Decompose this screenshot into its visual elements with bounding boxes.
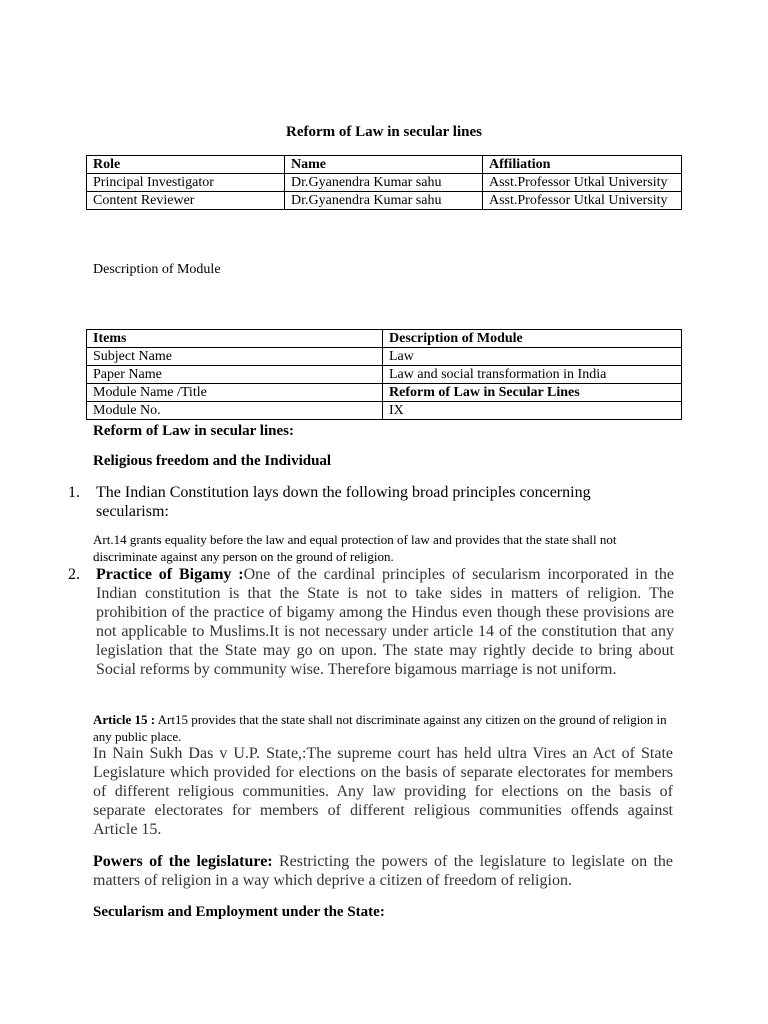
table-cell: Dr.Gyanendra Kumar sahu xyxy=(285,192,483,210)
table-cell: Asst.Professor Utkal University xyxy=(483,192,682,210)
table-row xyxy=(87,366,682,384)
page-title: Reform of Law in secular lines xyxy=(286,124,482,140)
table-cell: Content Reviewer xyxy=(87,192,285,210)
table-cell: Paper Name xyxy=(87,366,383,384)
art15-label: Article 15 : xyxy=(93,712,156,727)
table-row xyxy=(87,384,682,402)
list-item-number: 1. xyxy=(68,484,80,501)
table-cell: Module No. xyxy=(87,402,383,420)
powers-text: Restricting the powers of the legislature to legislate on the matters of religion in a way which deprive a citizen of freedom of religion. xyxy=(93,853,673,889)
section-heading: Reform of Law in secular lines: xyxy=(93,423,294,439)
table-header-cell: Affiliation xyxy=(483,156,682,174)
bigamy-text: One of the cardinal principles of secularism incorporated in the Indian constitution is that the State is not to take sides in matters of religion. The prohibition of the practice of bigamy among the Hindus even though these provisions are not applicable to Muslims.It is not necessary under article 14 of the constitution that any legislation that the State may go on upon. The state may rightly decide to bring about Social reforms by community wise. Therefore bigamous marriage is not uniform. xyxy=(96,566,674,678)
table-cell: Subject Name xyxy=(87,348,383,366)
paragraph-nain-sukh: In Nain Sukh Das v U.P. State,:The supreme court has held ultra Vires an Act of State Legislature which provided for elections on the basis of separate electorates for members of different religious communities. Any law providing for elections on the basis of separate electorates for members of different religious communities offends against Article 15. xyxy=(93,745,673,838)
employment-heading: Secularism and Employment under the State: xyxy=(93,904,385,920)
table-cell: Dr.Gyanendra Kumar sahu xyxy=(285,174,483,192)
table-header-cell: Role xyxy=(87,156,285,174)
table-cell: Law xyxy=(383,348,682,366)
table-cell: Reform of Law in Secular Lines xyxy=(383,384,682,402)
description-label: Description of Module xyxy=(93,262,221,277)
paragraph-art14: Art.14 grants equality before the law and equal protection of law and provides that the state shall not discriminate against any person on the ground of religion. xyxy=(93,532,617,564)
table-cell: Principal Investigator xyxy=(87,174,285,192)
table-header-cell: Items xyxy=(87,330,383,348)
table-cell: Law and social transformation in India xyxy=(383,366,682,384)
table-row xyxy=(87,174,682,192)
bigamy-label: Practice of Bigamy : xyxy=(96,566,244,583)
paragraph-art15 xyxy=(93,711,673,745)
table-cell: Asst.Professor Utkal University xyxy=(483,174,682,192)
roles-table xyxy=(86,155,682,210)
list-item-number: 2. xyxy=(68,566,80,583)
list-item xyxy=(68,565,678,679)
table-row xyxy=(87,348,682,366)
powers-label: Powers of the legislature: xyxy=(93,853,273,870)
table-header-cell: Name xyxy=(285,156,483,174)
table-header-cell: Description of Module xyxy=(383,330,682,348)
module-table xyxy=(86,329,682,420)
list-item xyxy=(68,483,678,521)
table-cell: Module Name /Title xyxy=(87,384,383,402)
list-item-text: The Indian Constitution lays down the following broad principles concerning secularism: xyxy=(96,484,591,520)
table-cell: IX xyxy=(383,402,682,420)
art15-text: Art15 provides that the state shall not discriminate against any citizen on the ground of religion in any public place. xyxy=(93,712,667,744)
table-header-row xyxy=(87,156,682,174)
table-row xyxy=(87,402,682,420)
subsection-heading: Religious freedom and the Individual xyxy=(93,453,332,469)
list-item-text xyxy=(96,565,674,679)
table-header-row xyxy=(87,330,682,348)
paragraph-powers xyxy=(93,852,673,890)
table-row xyxy=(87,192,682,210)
